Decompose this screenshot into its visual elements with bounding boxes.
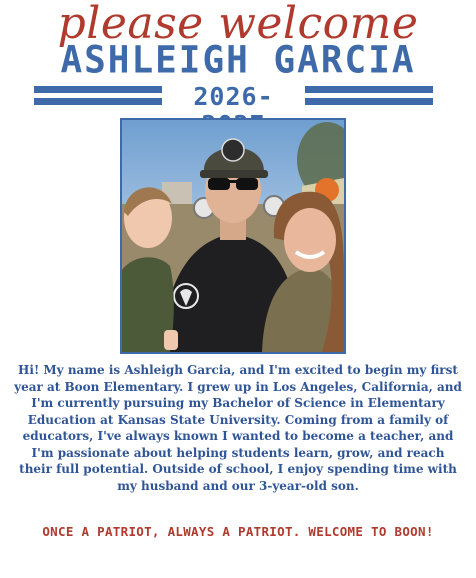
slogan: ONCE A PATRIOT, ALWAYS A PATRIOT. WELCOME TO BOON! — [42, 524, 434, 539]
stripe — [305, 86, 433, 93]
child — [122, 187, 178, 352]
stripe — [305, 98, 433, 105]
family-photo — [120, 118, 346, 354]
left-stripes — [34, 86, 162, 108]
please-welcome-heading: please welcome — [57, 0, 419, 49]
right-stripes — [305, 86, 433, 108]
school-year: 2026- — [193, 82, 274, 111]
teacher-name: ASHLEIGH GARCIA — [60, 38, 416, 82]
stripe — [34, 86, 162, 93]
family-photo-illustration — [122, 120, 344, 352]
stripe — [34, 98, 162, 105]
hat-patch-icon — [222, 139, 244, 161]
bio-paragraph: Hi! My name is Ashleigh Garcia, and I'm excited to begin my first year at Boon Elementary. I grew up in Los Angeles, California, and I'm currently pursuing my Bachelor of Science in Elementary Education at Kansas State University. Coming from a family of educators, I've always known I wanted to become a teacher, and I'm passionate about helping students learn, grow, and reach their full potential. Outside of school, I enjoy spending time with my husband and our 3-year-old son. — [14, 363, 462, 493]
